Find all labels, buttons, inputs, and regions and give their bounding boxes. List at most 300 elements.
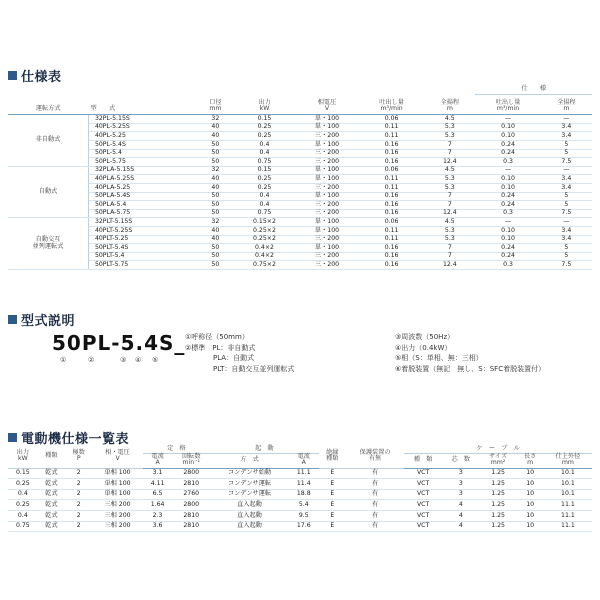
motor-cell-len: 10 [517,510,544,521]
model-explanation-left [185,332,294,374]
spec-row [8,123,592,132]
motor-cell-volt: 三相 200 [92,500,142,511]
spec-cell-h1: 7 [424,252,475,261]
motor-cell-ins: E [319,500,346,511]
spec-cell-bore: 50 [197,201,234,210]
expl-line: PLT：自動交互並列運転式 [185,364,295,373]
spec-cell-volt: 単・100 [295,192,359,201]
spec-title-text: 仕様表 [21,70,62,85]
motor-row [8,510,592,521]
model-code-dash: - [111,331,121,355]
spec-cell-bore: 50 [197,149,234,158]
spec-section-title [8,66,62,85]
motor-cell-volt: 単相 100 [92,489,142,500]
motor-cell-volt: 三相 200 [92,521,142,532]
motor-cell-samp: 17.6 [289,521,319,532]
motor-cell-rpm: 2800 [172,468,210,479]
motor-cell-samp: 18.8 [289,489,319,500]
spec-cell-model: 50PL-5.4 [88,149,196,158]
spec-cell-q2: 0.10 [475,226,540,235]
spec-cell-kw: 0.4 [234,201,295,210]
spec-category-cell: 自動交互 並列運転式 [8,218,88,270]
motor-header-cell: 起 動 [210,446,319,454]
spec-cell-h1: 4.5 [424,166,475,175]
spec-cell-h1: 5.3 [424,132,475,141]
spec-cell-kw: 0.75 [234,209,295,218]
spec-cell-kw: 0.15×2 [234,218,295,227]
spec-cell-kw: 0.75×2 [234,261,295,270]
motor-table-body [8,468,592,532]
motor-row [8,468,592,479]
motor-cell-prot: 有 [346,489,404,500]
spec-cell-bore: 40 [197,132,234,141]
motor-cell-od: 11.1 [544,521,592,532]
spec-cell-volt: 単・100 [295,166,359,175]
spec-cell-kw: 0.25×2 [234,235,295,244]
motor-subheader-cell: 回転数 min⁻¹ [172,454,210,468]
spec-cell-h1: 4.5 [424,115,475,124]
spec-cell-model: 32PL-5.15S [88,115,196,124]
motor-cell-start: 直入起動 [210,500,289,511]
spec-row [8,218,592,227]
motor-cell-volt: 三相 200 [92,510,142,521]
motor-header-cell: 保護装置の 有無 [346,446,404,468]
spec-cell-q2: 0.3 [475,261,540,270]
spec-cell-bore: 32 [197,218,234,227]
spec-cell-model: 40PLT-5.25 [88,235,196,244]
motor-subheader-cell: 仕上外径 mm [544,454,592,468]
spec-row [8,183,592,192]
motor-cell-ctype: VCT [404,489,442,500]
spec-cell-kw: 0.25 [234,132,295,141]
spec-cell-q1: 0.16 [359,244,424,253]
spec-cell-q1: 0.11 [359,132,424,141]
motor-cell-len: 10 [517,521,544,532]
motor-cell-ins: E [319,489,346,500]
spec-cell-q2: 0.24 [475,192,540,201]
motor-cell-len: 10 [517,468,544,479]
motor-header-cell: ケ ー ブ ル [404,446,592,454]
motor-cell-kw: 0.4 [8,510,38,521]
spec-cell-h2: 3.4 [541,183,592,192]
section-marker-icon [8,433,17,442]
spec-cell-h2: 5 [541,252,592,261]
spec-cell-q1: 0.16 [359,252,424,261]
spec-cell-bore: 50 [197,140,234,149]
mark-4: ④ [135,356,142,364]
spec-cell-q1: 0.16 [359,209,424,218]
mark-3: ③ [120,356,127,364]
spec-cell-q2: 0.24 [475,149,540,158]
spec-cell-q1: 0.16 [359,158,424,167]
motor-cell-ctype: VCT [404,521,442,532]
motor-table [8,446,592,532]
motor-cell-pole: 2 [65,521,92,532]
spec-cell-h2: 3.4 [541,123,592,132]
spec-cell-h2: 7.5 [541,158,592,167]
spec-cell-q2: 0.3 [475,209,540,218]
spec-header-cell: 相電圧 V [295,95,359,115]
motor-cell-kind: 乾式 [38,521,65,532]
spec-cell-volt: 単・100 [295,115,359,124]
motor-cell-samp: 11.4 [289,479,319,490]
spec-cell-volt: 三・200 [295,252,359,261]
spec-header-cell: 出力 kW [234,95,295,115]
model-title-text: 型式説明 [21,314,76,329]
spec-cell-volt: 三・200 [295,261,359,270]
spec-table [8,86,592,270]
motor-section-title [8,428,129,447]
section-marker-icon [8,315,17,324]
spec-header-row [8,95,592,115]
spec-cell-h1: 7 [424,149,475,158]
spec-row [8,115,592,124]
spec-cell-volt: 三・200 [295,183,359,192]
motor-cell-core: 4 [442,521,480,532]
spec-cell-q1: 0.16 [359,140,424,149]
spec-cell-h2: 3.4 [541,226,592,235]
motor-cell-od: 10.1 [544,489,592,500]
mark-2: ② [88,356,95,364]
spec-header-cell: 型 式 [88,95,196,115]
spec-cell-bore: 40 [197,123,234,132]
motor-cell-amp: 2.3 [143,510,173,521]
spec-cell-model: 50PLA-5.75 [88,209,196,218]
spec-cell-kw: 0.4 [234,140,295,149]
motor-cell-ins: E [319,510,346,521]
model-code-bore: 50 [52,331,82,355]
motor-cell-prot: 有 [346,510,404,521]
motor-subheader-cell: サイズ mm² [480,454,517,468]
motor-row [8,479,592,490]
motor-cell-start: 直入起動 [210,521,289,532]
spec-cell-volt: 三・200 [295,149,359,158]
spec-cell-q1: 0.11 [359,175,424,184]
spec-cell-volt: 単・100 [295,226,359,235]
expl-line: ③周波数（50Hz） [395,333,455,341]
motor-cell-amp: 4.11 [143,479,173,490]
motor-cell-kind: 乾式 [38,500,65,511]
spec-cell-h2: 3.4 [541,235,592,244]
motor-cell-rpm: 2760 [172,489,210,500]
motor-cell-size: 1.25 [480,468,517,479]
spec-row [8,175,592,184]
spec-cell-kw: 0.4 [234,192,295,201]
motor-cell-kind: 乾式 [38,489,65,500]
spec-cell-bore: 50 [197,192,234,201]
spec-cell-q2: 0.3 [475,158,540,167]
expl-line: ⑥着脱装置（無記 無し、S：SFC着脱装置付） [395,364,546,373]
spec-cell-bore: 32 [197,166,234,175]
spec-cell-kw: 0.15 [234,115,295,124]
motor-cell-rpm: 2800 [172,500,210,511]
motor-header-cell: 相・電圧 V [92,446,142,468]
motor-cell-kw: 0.25 [8,500,38,511]
motor-subheader-cell: 芯 数 [442,454,480,468]
motor-cell-ctype: VCT [404,468,442,479]
motor-row [8,521,592,532]
spec-cell-h2: 5 [541,149,592,158]
motor-cell-ctype: VCT [404,479,442,490]
motor-cell-kind: 乾式 [38,510,65,521]
model-code-phase: S [159,331,175,355]
model-code: 50PL-5.4S_ [52,331,186,355]
motor-subheader-cell: 長さ m [517,454,544,468]
spec-cell-bore: 40 [197,226,234,235]
spec-cell-bore: 40 [197,183,234,192]
spec-cell-q2: 0.24 [475,252,540,261]
spec-cell-h2: 5 [541,201,592,210]
spec-cell-h1: 5.3 [424,235,475,244]
expl-line: ②標準 PL：非自動式 [185,343,256,352]
motor-cell-core: 3 [442,479,480,490]
spec-row [8,226,592,235]
motor-cell-ctype: VCT [404,510,442,521]
motor-subheader-cell: 電流 A [143,454,173,468]
spec-row [8,252,592,261]
spec-cell-q2: 0.24 [475,244,540,253]
motor-cell-core: 3 [442,489,480,500]
spec-row [8,140,592,149]
spec-cell-q2: 0.10 [475,132,540,141]
motor-cell-prot: 有 [346,500,404,511]
spec-cell-kw: 0.25 [234,123,295,132]
motor-cell-kw: 0.25 [8,479,38,490]
spec-cell-q1: 0.16 [359,261,424,270]
spec-cell-volt: 単・100 [295,244,359,253]
motor-cell-len: 10 [517,500,544,511]
expl-line: ①呼称径（50mm） [185,333,249,341]
spec-cell-volt: 単・100 [295,123,359,132]
motor-cell-od: 11.1 [544,500,592,511]
motor-cell-samp: 5.4 [289,500,319,511]
spec-row [8,209,592,218]
spec-cell-bore: 40 [197,175,234,184]
spec-cell-h2: — [541,166,592,175]
motor-cell-pole: 2 [65,500,92,511]
motor-cell-start: コンデンサ始動 [210,468,289,479]
spec-cell-q2: 0.24 [475,140,540,149]
spec-cell-h1: 12.4 [424,158,475,167]
motor-cell-amp: 1.64 [143,500,173,511]
motor-cell-core: 4 [442,510,480,521]
spec-cell-h2: 3.4 [541,132,592,141]
spec-cell-kw: 0.25 [234,175,295,184]
spec-cell-q1: 0.11 [359,183,424,192]
spec-cell-model: 50PLT-5.4 [88,252,196,261]
spec-cell-bore: 50 [197,158,234,167]
spec-header-cell: 全揚程 m [424,95,475,115]
spec-group-header: 仕 様 [475,86,592,95]
motor-cell-ctype: VCT [404,500,442,511]
spec-cell-h1: 7 [424,140,475,149]
motor-cell-start: 直入起動 [210,510,289,521]
spec-cell-kw: 0.25 [234,183,295,192]
motor-cell-pole: 2 [65,468,92,479]
motor-cell-kw: 0.15 [8,468,38,479]
motor-cell-amp: 3.1 [143,468,173,479]
spec-cell-q2: 0.10 [475,235,540,244]
motor-cell-len: 10 [517,479,544,490]
motor-cell-samp: 11.1 [289,468,319,479]
motor-cell-prot: 有 [346,468,404,479]
spec-cell-h1: 12.4 [424,209,475,218]
motor-cell-start: コンデンサ運転 [210,479,289,490]
spec-cell-kw: 0.75 [234,158,295,167]
spec-cell-q1: 0.16 [359,192,424,201]
spec-header-cell: 吐出し量 m³/min [359,95,424,115]
model-explanation-right [395,332,545,374]
motor-cell-samp: 9.5 [289,510,319,521]
spec-cell-kw: 0.4×2 [234,252,295,261]
motor-cell-volt: 単相 100 [92,468,142,479]
spec-cell-h1: 7 [424,201,475,210]
motor-header-cell: 絶縁 種類 [319,446,346,468]
spec-cell-kw: 0.4×2 [234,244,295,253]
spec-cell-q1: 0.11 [359,226,424,235]
spec-cell-q1: 0.06 [359,115,424,124]
spec-row [8,261,592,270]
motor-cell-kind: 乾式 [38,479,65,490]
spec-cell-h1: 5.3 [424,175,475,184]
motor-header-cell: 定 格 [143,446,210,454]
spec-cell-volt: 三・200 [295,158,359,167]
spec-cell-volt: 三・200 [295,235,359,244]
spec-cell-h2: 5 [541,244,592,253]
spec-cell-kw: 0.15 [234,166,295,175]
motor-cell-ins: E [319,521,346,532]
spec-cell-q1: 0.06 [359,218,424,227]
spec-cell-volt: 単・100 [295,140,359,149]
spec-cell-h1: 5.3 [424,183,475,192]
motor-cell-rpm: 2810 [172,479,210,490]
motor-cell-pole: 2 [65,510,92,521]
spec-cell-h2: 5 [541,140,592,149]
spec-cell-volt: 単・100 [295,218,359,227]
motor-cell-rpm: 2810 [172,510,210,521]
spec-cell-h2: 7.5 [541,261,592,270]
motor-cell-kw: 0.75 [8,521,38,532]
spec-cell-h1: 7 [424,244,475,253]
spec-cell-h2: 3.4 [541,175,592,184]
motor-header-cell: 極数 P [65,446,92,468]
mark-1: ① [60,356,67,364]
spec-cell-h2: — [541,218,592,227]
motor-header-cell: 出力 kW [8,446,38,468]
motor-subheader-cell: 種 類 [404,454,442,468]
spec-cell-model: 40PLA-5.25S [88,175,196,184]
motor-cell-kind: 乾式 [38,468,65,479]
spec-cell-q1: 0.16 [359,149,424,158]
spec-cell-h1: 4.5 [424,218,475,227]
model-section-title [8,310,75,329]
spec-row [8,244,592,253]
spec-row [8,235,592,244]
spec-cell-q2: 0.10 [475,183,540,192]
spec-cell-bore: 40 [197,235,234,244]
motor-cell-start: コンデンサ運転 [210,489,289,500]
motor-cell-volt: 単相 100 [92,479,142,490]
motor-cell-od: 11.1 [544,510,592,521]
motor-cell-pole: 2 [65,479,92,490]
spec-cell-q1: 0.16 [359,201,424,210]
spec-cell-q2: 0.10 [475,175,540,184]
motor-cell-size: 1.25 [480,510,517,521]
expl-line: ④出力（0.4kW） [395,343,452,352]
motor-row [8,489,592,500]
spec-cell-volt: 三・200 [295,132,359,141]
motor-title-text: 電動機仕様一覧表 [21,432,130,447]
spec-cell-bore: 50 [197,261,234,270]
motor-cell-kw: 0.4 [8,489,38,500]
spec-category-cell: 自動式 [8,166,88,218]
spec-table-body [8,115,592,270]
spec-header-cell: 運転方式 [8,95,88,115]
motor-cell-size: 1.25 [480,479,517,490]
spec-cell-q2: 0.10 [475,123,540,132]
spec-header-cell: 口径 mm [197,95,234,115]
motor-cell-amp: 6.5 [143,489,173,500]
motor-cell-ins: E [319,468,346,479]
spec-cell-volt: 三・200 [295,209,359,218]
motor-cell-rpm: 2810 [172,521,210,532]
spec-cell-q1: 0.11 [359,123,424,132]
motor-cell-core: 4 [442,500,480,511]
spec-row [8,149,592,158]
spec-cell-q2: — [475,166,540,175]
spec-cell-model: 40PLT-5.25S [88,226,196,235]
spec-cell-h2: 5 [541,192,592,201]
spec-header-cell: 吐出し量 m³/min [475,95,540,115]
motor-cell-od: 10.1 [544,468,592,479]
spec-cell-h1: 7 [424,192,475,201]
spec-cell-h1: 5.3 [424,226,475,235]
spec-row [8,192,592,201]
motor-row [8,500,592,511]
spec-cell-model: 50PLA-5.4 [88,201,196,210]
spec-row [8,158,592,167]
spec-cell-volt: 三・200 [295,201,359,210]
model-code-output: .4 [135,331,159,355]
spec-cell-volt: 単・100 [295,175,359,184]
motor-cell-size: 1.25 [480,500,517,511]
spec-cell-q2: — [475,115,540,124]
motor-subheader-cell: 方 式 [210,454,289,468]
motor-cell-ins: E [319,479,346,490]
spec-cell-bore: 50 [197,244,234,253]
model-code-series: PL [81,331,112,355]
spec-cell-bore: 50 [197,209,234,218]
spec-cell-model: 32PLA-5.15S [88,166,196,175]
section-marker-icon [8,71,17,80]
spec-cell-q2: 0.24 [475,201,540,210]
motor-cell-amp: 3.6 [143,521,173,532]
motor-subheader-cell: 電流 A [289,454,319,468]
spec-cell-model: 50PL-5.75 [88,158,196,167]
spec-cell-h2: — [541,115,592,124]
motor-header-cell: 種類 [38,446,65,468]
spec-cell-q2: — [475,218,540,227]
motor-cell-size: 1.25 [480,521,517,532]
spec-cell-bore: 32 [197,115,234,124]
spec-row [8,166,592,175]
expl-line: ⑤相（S：単相、無：三相） [395,354,483,362]
motor-cell-len: 10 [517,489,544,500]
spec-cell-model: 40PL-5.25 [88,132,196,141]
expl-line: PLA：自動式 [185,354,255,362]
spec-cell-model: 50PL-5.4S [88,140,196,149]
spec-cell-q1: 0.11 [359,235,424,244]
